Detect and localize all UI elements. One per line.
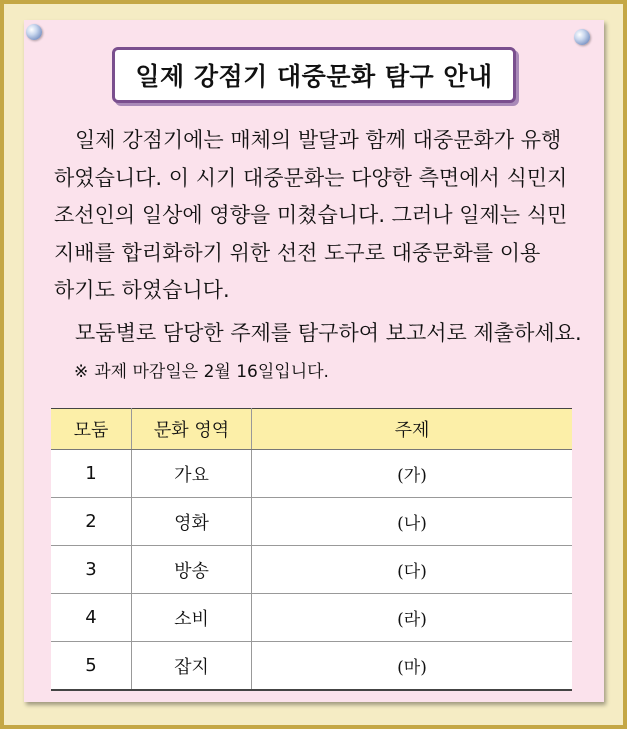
paragraph-line: 지배를 합리화하기 위한 선전 도구로 대중문화를 이용: [54, 240, 541, 265]
area-cell: 소비: [132, 594, 252, 642]
header-group: 모둠: [51, 409, 132, 450]
topic-cell: (가): [252, 450, 573, 498]
table-header-row: [51, 409, 572, 450]
group-cell: 2: [51, 498, 132, 546]
deadline-text: 과제 마감일은 2월 16일입니다.: [94, 362, 329, 382]
group-cell: 4: [51, 594, 132, 642]
area-cell: 잡지: [132, 642, 252, 691]
topic-cell: (마): [252, 642, 573, 691]
topic-cell: (나): [252, 498, 573, 546]
table-row: [51, 546, 572, 594]
topic-table: [51, 408, 572, 691]
paragraph-line: 하였습니다. 이 시기 대중문화는 다양한 측면에서 식민지: [54, 165, 568, 190]
area-cell: 방송: [132, 546, 252, 594]
task-instruction: 모둠별로 담당한 주제를 탐구하여 보고서로 제출하세요.: [75, 321, 582, 345]
header-area: 문화 영역: [132, 409, 252, 450]
topic-cell: (라): [252, 594, 573, 642]
paragraph-line: 조선인의 일상에 영향을 미쳤습니다. 그러나 일제는 식민: [54, 203, 568, 227]
paragraph-line: 하기도 하였습니다.: [54, 278, 230, 302]
deadline-note: [74, 357, 329, 382]
pushpin-icon: [574, 29, 590, 45]
pushpin-icon: [26, 24, 42, 40]
topic-cell: (다): [252, 546, 573, 594]
table-row: [51, 594, 572, 642]
intro-paragraph: [54, 122, 584, 310]
area-cell: 영화: [132, 498, 252, 546]
title-box: [112, 47, 516, 103]
table-row: [51, 642, 572, 691]
table-row: [51, 498, 572, 546]
header-topic: 주제: [252, 409, 573, 450]
area-cell: 가요: [132, 450, 252, 498]
page-title: 일제 강점기 대중문화 탐구 안내: [135, 62, 493, 91]
group-cell: 1: [51, 450, 132, 498]
group-cell: 5: [51, 642, 132, 691]
paragraph-line: 일제 강점기에는 매체의 발달과 함께 대중문화가 유행: [75, 128, 562, 152]
reference-mark-icon: ※: [74, 362, 89, 382]
group-cell: 3: [51, 546, 132, 594]
table-row: [51, 450, 572, 498]
